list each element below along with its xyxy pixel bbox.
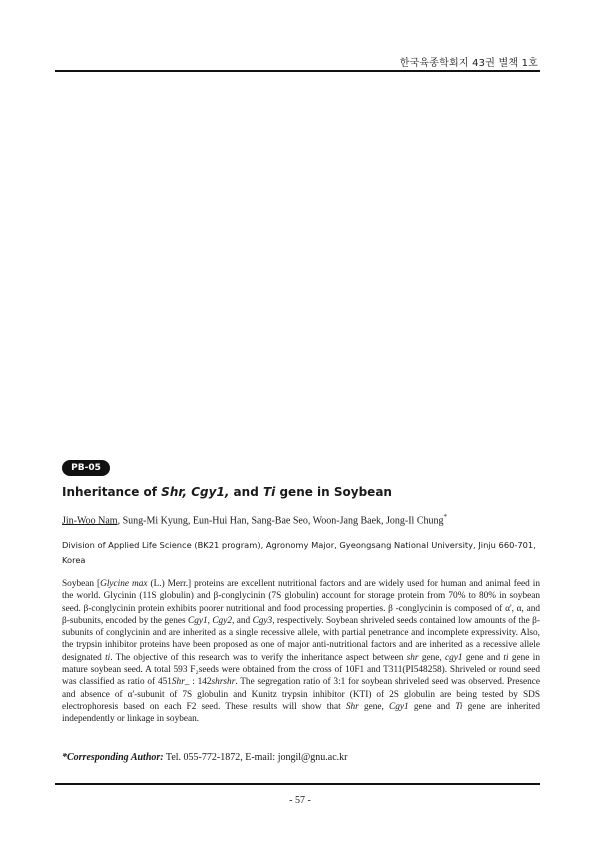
abstract-italic-term: Cgy3 xyxy=(252,615,273,626)
abstract-italic-term: Cgy1 xyxy=(389,701,409,712)
corresponding-label: *Corresponding Author: xyxy=(62,752,164,763)
footer-rule xyxy=(55,783,540,785)
abstract-italic-term: Ti xyxy=(455,701,463,712)
poster-id-badge: PB-05 xyxy=(62,460,110,476)
author-list xyxy=(62,513,447,526)
abstract-italic-term: shr xyxy=(406,652,419,663)
first-author: Jin-Woo Nam xyxy=(62,515,118,527)
abstract xyxy=(62,578,540,726)
corresponding-author xyxy=(62,752,347,763)
paper-title xyxy=(62,485,392,499)
abstract-text: : 142 xyxy=(189,677,212,688)
other-authors: , Sung-Mi Kyung, Eun-Hui Han, Sang-Bae Seo, Woon-Jang Baek, Jong-Il Chung xyxy=(117,515,444,527)
abstract-text: gene and xyxy=(408,701,456,712)
page-number: - 57 - xyxy=(289,795,311,806)
abstract-italic-term: cgy1 xyxy=(445,652,463,663)
abstract-italic-term: Shr xyxy=(345,701,359,712)
abstract-text: gene, xyxy=(358,701,390,712)
abstract-text: , and xyxy=(231,615,253,626)
abstract-text: gene in mature soybean seed. A total 593 F₂seeds were obtained from the cross of 10F1 and T311(PI548258). Shriveled or round seed was classified as ratio of 451 xyxy=(62,652,540,688)
abstract-italic-term: Cgy2 xyxy=(212,615,232,626)
title-prefix: Inheritance of xyxy=(62,485,162,499)
abstract-italic-term: Cgy1 xyxy=(188,615,208,626)
journal-header: 한국육종학회지 43권 별책 1호 xyxy=(399,58,538,69)
title-mid: and xyxy=(229,485,263,499)
abstract-text: (L.) Merr.] proteins are excellent nutritional factors and are widely used for human and animal feed in the world. Glycinin (11S globulin) and β-conglycinin (7S globulin) account for storage protein from 70% to 80% in soybean seed. β-conglycinin protein exhibits poorer nutritional and food processing properties. β -conglycinin is composed of α', α, and β-subunits, encoded by the genes xyxy=(62,579,540,626)
abstract-text: gene and xyxy=(462,652,504,663)
title-gene-2: Ti xyxy=(262,485,276,499)
header-rule xyxy=(55,70,540,72)
abstract-text: gene are inherited independently or linkage in soybean. xyxy=(62,701,540,725)
abstract-text: gene, xyxy=(418,652,445,663)
abstract-italic-term: ti xyxy=(105,652,111,663)
abstract-text: . The segregation ratio of 3:1 for soybean shriveled seed was observed. Presence and absence of α'-subunit of 7S globulin and Kunitz trypsin inhibitor (KTI) of 2S globulin are being tested by SDS electrophoresis based on each F2 seed. These results will show that xyxy=(62,677,540,712)
abstract-italic-term: ti xyxy=(503,652,509,663)
title-suffix: gene in Soybean xyxy=(275,485,392,499)
affiliation: Division of Applied Life Science (BK21 program), Agronomy Major, Gyeongsang National University, Jinju 660-701, Korea xyxy=(62,540,536,565)
abstract-text: . The objective of this research was to verify the inheritance aspect between xyxy=(110,652,407,663)
abstract-text: , xyxy=(207,615,213,626)
contact-info: Tel. 055-772-1872, E-mail: jongil@gnu.ac.kr xyxy=(163,752,348,763)
abstract-text: Soybean [ xyxy=(62,579,101,589)
title-gene-1: Shr, Cgy1, xyxy=(161,485,230,499)
corresponding-mark: * xyxy=(443,513,448,521)
abstract-italic-term: Glycine max xyxy=(100,579,148,589)
abstract-italic-term: Shr_ xyxy=(171,677,190,688)
abstract-text: , respectively. Soybean shriveled seeds contained low amounts of the β-subunits of conglycinin and are inherited as a single recessive allele, with partial penetrance and incomplete expressivity. Also, the trypsin inhibitor proteins have been proposed as one of major anti-nutritional factors and are inherited as a recessive allele designated xyxy=(62,615,540,663)
abstract-italic-term: shrshr xyxy=(211,677,236,688)
